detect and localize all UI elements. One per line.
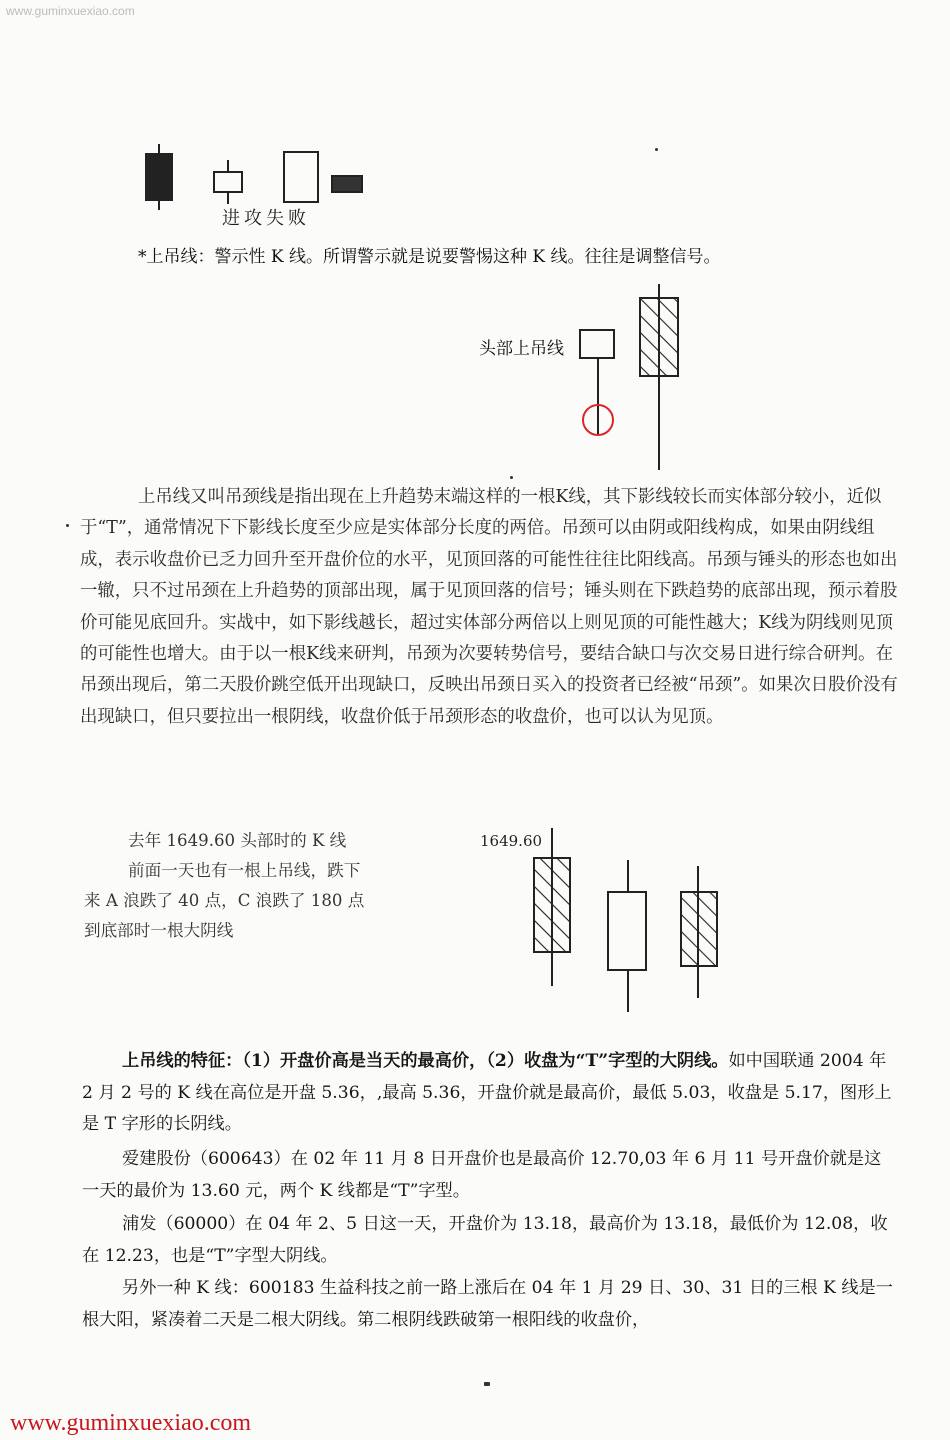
bear-candle-body bbox=[640, 298, 678, 376]
price-label: 1649.60 bbox=[480, 832, 543, 850]
candle-3-body bbox=[284, 152, 318, 202]
chart-note bbox=[84, 826, 424, 946]
paragraph-pufa: 浦发（60000）在 04 年 2、5 日这一天，开盘价为 13.18，最高价为 13.18，最低价为 12.08，收在 12.23，也是“T”字型大阴线。 bbox=[82, 1214, 888, 1266]
note-line: 去年 1649.60 头部时的 K 线 bbox=[128, 831, 347, 850]
speck bbox=[66, 524, 69, 527]
page-mark bbox=[484, 1382, 490, 1386]
paragraph-features bbox=[82, 1046, 898, 1141]
candle-c-body bbox=[681, 892, 717, 966]
hanging-man-body bbox=[580, 330, 614, 358]
note-line: 到底部时一根大阴线 bbox=[84, 921, 234, 940]
paragraph-other: 另外一种 K 线：600183 生益科技之前一路上涨后在 04 年 1 月 29 日、30、31 日的三根 K 线是一根大阳，紧凑着二天是二根大阴线。第二根阴线跌破第一根阳线的收盘价， bbox=[82, 1278, 893, 1330]
candle-a-body bbox=[534, 858, 570, 952]
paragraph-aijian: 爱建股份（600643）在 02 年 11 月 8 日开盘价也是最高价 12.70,03 年 6 月 11 号开盘价就是这一天的最价为 13.60 元，两个 K 线都是“T”字型。 bbox=[82, 1149, 882, 1201]
watermark-bottom: www.guminxuexiao.com bbox=[10, 1410, 252, 1436]
speck bbox=[655, 148, 658, 151]
candle-2-body bbox=[214, 172, 242, 192]
watermark-top: www.guminxuexiao.com bbox=[6, 4, 135, 18]
hanging-man-diagram bbox=[560, 270, 700, 480]
note-line: 来 A 浪跌了 40 点，C 浪跌了 180 点 bbox=[84, 891, 365, 910]
figure-top-label: 进攻失败 bbox=[222, 208, 310, 229]
candle-4-body bbox=[332, 176, 362, 192]
candle-1-body bbox=[146, 154, 172, 200]
features-rest: 如中国联通 2004 年 2 月 2 号的 K 线在高位是开盘 5.36，,最高 5.36，开盘价就是最高价，最低 5.03，收盘是 5.17，图形上是 T 字形的长阴线。 bbox=[82, 1051, 892, 1134]
three-candle-diagram bbox=[520, 822, 740, 1022]
speck bbox=[510, 476, 513, 479]
candle-b-body bbox=[608, 892, 646, 970]
section-title: *上吊线：警示性 K 线。所谓警示就是说要警惕这种 K 线。往往是调整信号。 bbox=[138, 247, 721, 267]
note-line: 前面一天也有一根上吊线，跌下 bbox=[128, 861, 361, 880]
diagram-label: 头部上吊线 bbox=[479, 339, 564, 359]
paragraph-hanging-man-description: 上吊线又叫吊颈线是指出现在上升趋势末端这样的一根K线，其下影线较长而实体部分较小，近似于“T”，通常情况下下影线长度至少应是实体部分长度的两倍。吊颈可以由阴或阳线构成，如果由阴线组成，表示收盘价已乏力回升至开盘价位的水平，见顶回落的可能性往往比阳线高。吊颈与锤头的形态也如出一辙，只不过吊颈在上升趋势的顶部出现，属于见顶回落的信号；锤头则在下跌趋势的底部出现，预示着股价可能见底回升。实战中，如下影线越长，超过实体部分两倍以上则见顶的可能性越大；K线为阴线则见顶的可能性也增大。由于以一根K线来研判，吊颈为次要转势信号，要结合缺口与次交易日进行综合研判。在吊颈出现后，第二天股价跳空低开出现缺口，反映出吊颈日买入的投资者已经被“吊颈”。如果次日股价没有出现缺口，但只要拉出一根阴线，收盘价低于吊颈形态的收盘价，也可以认为见顶。 bbox=[80, 487, 898, 727]
features-heading: 上吊线的特征：（1）开盘价高是当天的最高价，（2）收盘为“T”字型的大阴线。 bbox=[122, 1051, 729, 1071]
